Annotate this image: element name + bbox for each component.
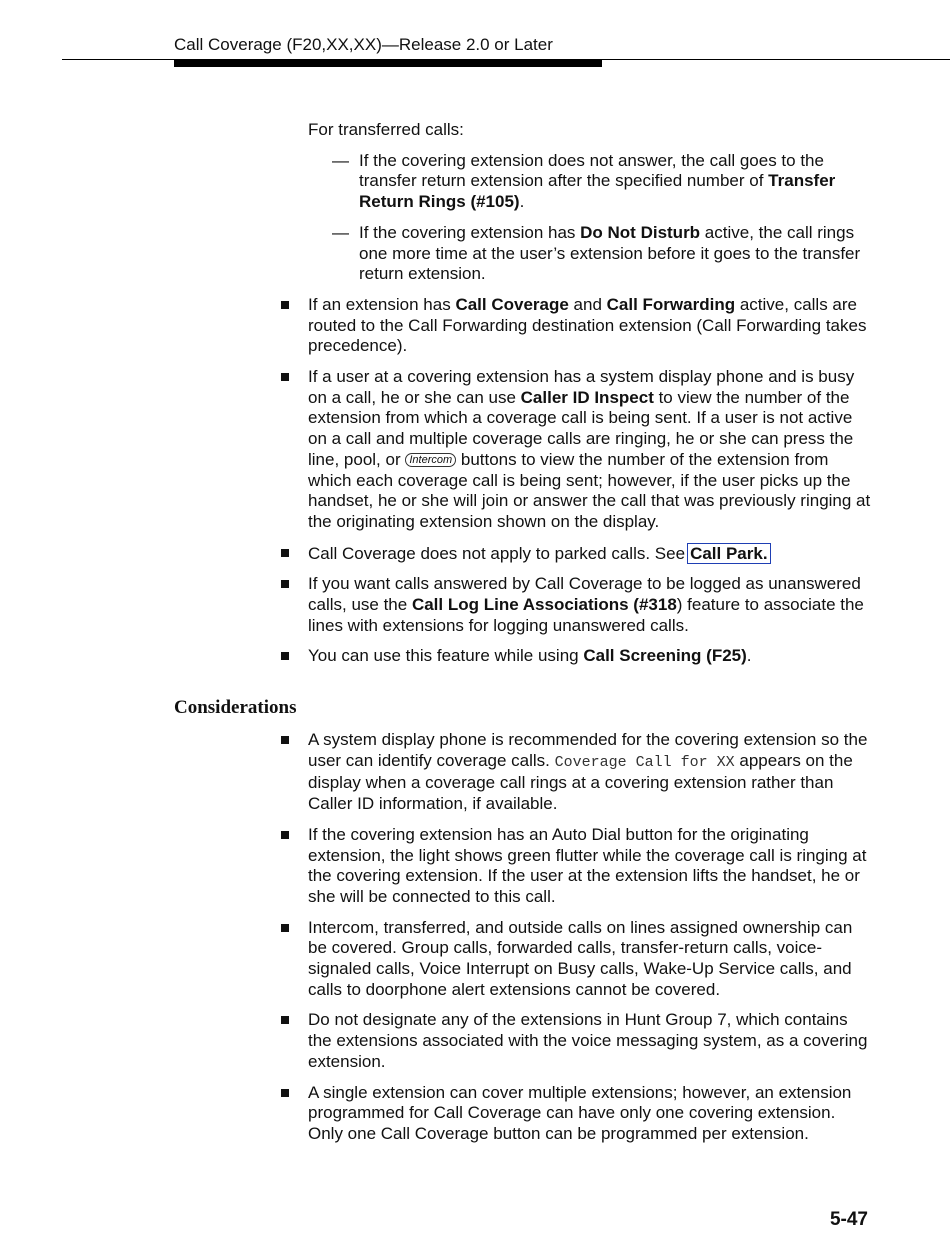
bullet-item-call-log <box>308 574 873 636</box>
square-bullet-icon <box>281 373 289 381</box>
bullet-text: Do not designate any of the extensions in Hunt Group 7, which contains the extensions associated with the voice messaging system, as a covering extension. <box>308 1010 868 1071</box>
consideration-item-display-phone <box>308 730 873 815</box>
bullet-bold: Call Screening (F25) <box>583 646 747 666</box>
bullet-text: If an extension has <box>308 294 456 314</box>
bullet-text: Call Coverage does not apply to parked calls. See <box>308 543 686 563</box>
consideration-item-hunt-group <box>308 1010 873 1072</box>
bullet-item-call-screening <box>308 646 873 667</box>
bullet-bold: Call Log Line Associations (#318 <box>411 595 677 615</box>
dash-item-text: If the covering extension has <box>359 222 581 242</box>
square-bullet-icon <box>281 1016 289 1024</box>
call-park-link[interactable]: Call Park. <box>687 543 771 564</box>
dash-marker: — <box>332 222 349 242</box>
bullet-text: . <box>746 646 752 666</box>
bullet-text: Intercom, transferred, and outside calls on lines assigned ownership can be covered. Group calls, forwarded calls, transfer-return calls, voice-signaled calls, Voice Interrupt on Busy calls, Wake-Up Service calls, and calls to doorphone alert extensions cannot be covered. <box>308 917 853 999</box>
considerations-list <box>308 730 873 1155</box>
header-bar <box>174 60 602 67</box>
square-bullet-icon <box>281 301 289 309</box>
considerations-heading: Considerations <box>174 697 297 718</box>
bullet-text: buttons to view the number of the extension from which each coverage call is being sent; however, if the user picks up the handset, he or she will join or answer the call that was previously ringing at the originating extension shown on the display. <box>308 449 871 531</box>
display-message: Coverage Call for XX <box>554 753 735 771</box>
bullet-item-call-forwarding <box>308 295 873 357</box>
dash-item-text: active, the call rings one more time at the user’s extension before it goes to the transfer return extension. <box>359 222 861 284</box>
bullet-text: and <box>568 294 607 314</box>
bullet-text: appears on the display when a coverage call rings at a covering extension rather than Caller ID information, if available. <box>308 750 853 814</box>
page-number: 5-47 <box>829 1209 868 1230</box>
bullet-text: A system display phone is recommended for the covering extension so the user can identify coverage calls. <box>308 730 868 770</box>
square-bullet-icon <box>281 736 289 744</box>
bullet-text: You can use this feature while using <box>308 646 584 666</box>
bullet-text: to view the number of the extension from which a coverage call is being sent. If a user is not active on a call and multiple coverage calls are ringing, he or she can press the line, pool, or <box>308 387 854 469</box>
bullet-bold: Call Coverage <box>455 294 569 314</box>
running-header: Call Coverage (F20,XX,XX)—Release 2.0 or Later <box>174 35 553 54</box>
bullet-text: ) feature to associate the lines with extensions for logging unanswered calls. <box>308 595 864 635</box>
dash-item-bold: Do Not Disturb <box>580 222 701 242</box>
bullet-text: If a user at a covering extension has a system display phone and is busy on a call, he or she can use <box>308 367 855 407</box>
dash-item <box>332 222 873 285</box>
main-content <box>308 120 873 677</box>
bullet-item-call-park <box>308 543 873 565</box>
bullet-item-caller-id <box>308 367 873 533</box>
square-bullet-icon <box>281 1089 289 1097</box>
dash-marker: — <box>332 150 349 170</box>
bullet-text: A single extension can cover multiple extensions; however, an extension programmed for Call Coverage can have only one covering extension. Only one Call Coverage button can be programmed per extension. <box>308 1082 852 1143</box>
square-bullet-icon <box>281 549 289 557</box>
intercom-key-icon: Intercom <box>405 453 456 467</box>
bullet-text: If you want calls answered by Call Coverage to be logged as unanswered calls, use the <box>308 574 861 615</box>
dash-item-text: If the covering extension does not answer, the call goes to the transfer return extension after the specified number of <box>359 150 824 191</box>
bullet-bold: Call Forwarding <box>606 294 736 314</box>
consideration-item-single-extension <box>308 1083 873 1145</box>
bullet-text: If the covering extension has an Auto Dial button for the originating extension, the light shows green flutter while the coverage call is ringing at the covering extension. If the user at the extension lifts the handset, he or she will be connected to this call. <box>308 824 867 906</box>
consideration-item-auto-dial <box>308 825 873 908</box>
consideration-item-covered-calls <box>308 918 873 1001</box>
square-bullet-icon <box>281 580 289 588</box>
dash-item-text: . <box>519 192 525 212</box>
dash-item-bold: Transfer Return Rings (#105) <box>359 171 836 212</box>
transferred-calls-label: For transferred calls: <box>308 120 464 139</box>
bullet-bold: Caller ID Inspect <box>520 387 654 407</box>
square-bullet-icon <box>281 652 289 660</box>
dash-item <box>332 150 873 213</box>
square-bullet-icon <box>281 924 289 932</box>
square-bullet-icon <box>281 831 289 839</box>
bullet-text: active, calls are routed to the Call Forwarding destination extension (Call Forwarding takes precedence). <box>308 294 867 356</box>
